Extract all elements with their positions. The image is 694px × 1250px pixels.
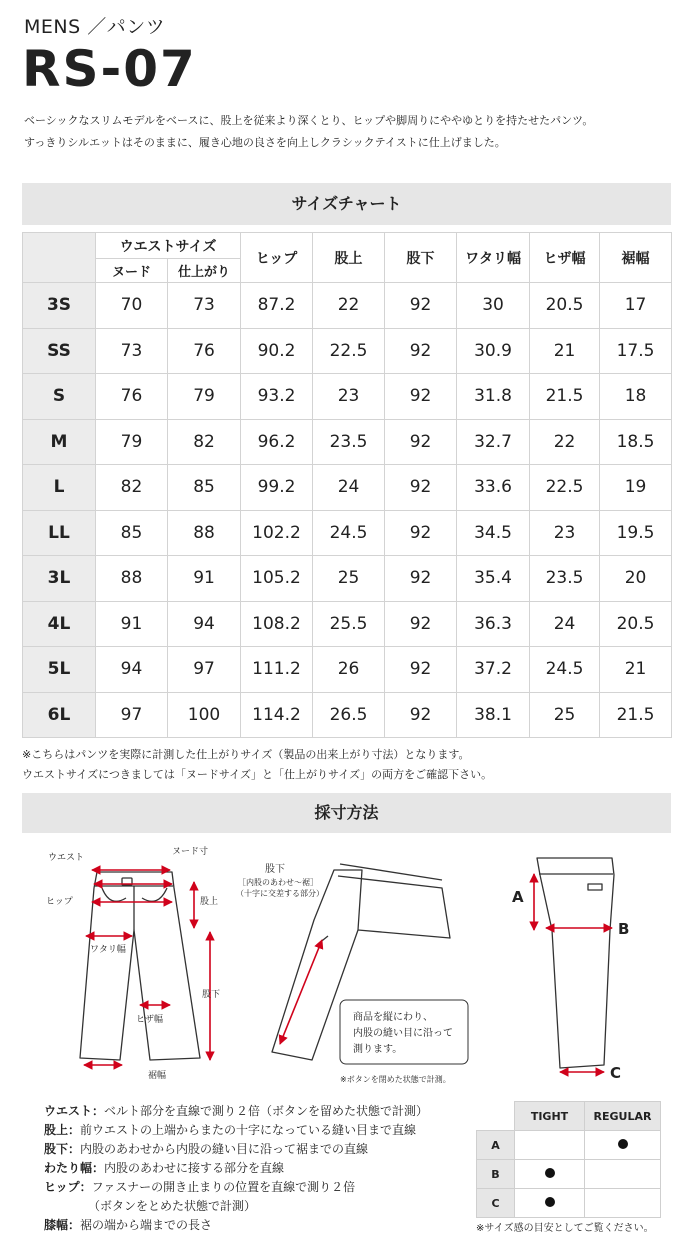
legend-text: 裾の端から端までの長さ	[80, 1218, 213, 1232]
label-waist: ウエスト	[48, 853, 85, 863]
fit-dot-icon	[545, 1197, 555, 1207]
col-header: 裾幅	[600, 233, 672, 283]
table-row	[23, 374, 672, 420]
table-cell: 92	[385, 465, 457, 511]
front-pants-drawing	[80, 872, 200, 1060]
legend-term: 股上：	[44, 1123, 81, 1137]
size-label: S	[23, 374, 96, 420]
table-cell: 88	[168, 510, 241, 556]
col-header: ヌード	[96, 259, 168, 283]
table-cell: 25	[313, 556, 385, 602]
table-row	[23, 510, 672, 556]
legend-text: ファスナーの開き止まりの位置を直線で測り２倍	[91, 1180, 356, 1194]
col-header: 仕上がり	[168, 259, 241, 283]
table-row	[23, 647, 672, 693]
table-cell: 91	[168, 556, 241, 602]
table-cell: 76	[168, 328, 241, 374]
legend-line	[44, 1197, 428, 1216]
table-cell: 33.6	[457, 465, 530, 511]
note-line: ウエストサイズにつきましては「ヌードサイズ」と「仕上がりサイズ」の両方をご確認下さい。	[22, 768, 493, 781]
measure-legend	[44, 1102, 428, 1235]
size-label: L	[23, 465, 96, 511]
fit-row-label: B	[477, 1160, 515, 1189]
label-B: B	[618, 920, 630, 938]
fit-header-tight: TIGHT	[515, 1102, 585, 1131]
table-row	[23, 556, 672, 602]
table-cell: 92	[385, 556, 457, 602]
size-label: 5L	[23, 647, 96, 693]
table-cell: 96.2	[241, 419, 313, 465]
size-label: LL	[23, 510, 96, 556]
table-cell: 73	[168, 283, 241, 329]
table-cell: 31.8	[457, 374, 530, 420]
legend-text: ベルト部分を直線で測り２倍（ボタンを留めた状態で計測）	[104, 1104, 429, 1118]
table-cell: 102.2	[241, 510, 313, 556]
table-cell: 18.5	[600, 419, 672, 465]
size-label: 4L	[23, 601, 96, 647]
table-cell: 24	[313, 465, 385, 511]
table-cell: 76	[96, 374, 168, 420]
table-cell: 17	[600, 283, 672, 329]
fit-dot-icon	[618, 1139, 628, 1149]
table-cell: 20.5	[600, 601, 672, 647]
table-cell: 36.3	[457, 601, 530, 647]
waist-group-header: ウエストサイズ	[96, 233, 241, 259]
table-cell: 20	[600, 556, 672, 602]
table-cell: 91	[96, 601, 168, 647]
table-cell: 85	[96, 510, 168, 556]
table-cell: 18	[600, 374, 672, 420]
fit-corner	[477, 1102, 515, 1131]
table-cell: 97	[96, 692, 168, 738]
table-cell: 26.5	[313, 692, 385, 738]
table-cell: 32.7	[457, 419, 530, 465]
table-cell: 19	[600, 465, 672, 511]
legend-line	[44, 1102, 428, 1121]
table-cell: 23.5	[530, 556, 600, 602]
table-cell: 94	[168, 601, 241, 647]
table-row	[23, 283, 672, 329]
size-label: 3S	[23, 283, 96, 329]
table-cell: 24.5	[313, 510, 385, 556]
table-cell: 26	[313, 647, 385, 693]
label-rise: 股上	[200, 897, 219, 907]
size-chart-table	[22, 232, 672, 738]
note-line: ※こちらはパンツを実際に計測した仕上がりサイズ（製品の出来上がり寸法）となります。	[22, 748, 470, 761]
table-cell: 90.2	[241, 328, 313, 374]
label-thigh: ワタリ幅	[90, 945, 126, 955]
table-cell: 21.5	[530, 374, 600, 420]
fit-note: ※サイズ感の目安としてご覧ください。	[476, 1223, 654, 1234]
fit-row-label: A	[477, 1131, 515, 1160]
table-row	[23, 465, 672, 511]
table-row	[23, 692, 672, 738]
table-cell: 19.5	[600, 510, 672, 556]
table-cell: 25	[530, 692, 600, 738]
table-cell: 92	[385, 647, 457, 693]
table-cell: 24	[530, 601, 600, 647]
measure-diagram	[22, 840, 672, 1090]
legend-term: ヒップ：	[44, 1180, 92, 1194]
table-cell: 21	[600, 647, 672, 693]
button-note: ※ボタンを閉めた状態で計測。	[340, 1075, 451, 1084]
model-name: RS-07	[22, 40, 197, 98]
size-label: 6L	[23, 692, 96, 738]
legend-text: （ボタンをとめた状態で計測）	[88, 1199, 257, 1213]
table-cell: 20.5	[530, 283, 600, 329]
table-cell: 114.2	[241, 692, 313, 738]
fit-row-label: C	[477, 1189, 515, 1218]
inseam-title: 股下	[265, 864, 285, 875]
table-cell: 21.5	[600, 692, 672, 738]
legend-term: ウエスト：	[44, 1104, 105, 1118]
fit-cell-tight	[515, 1131, 585, 1160]
table-row	[23, 601, 672, 647]
table-cell: 92	[385, 601, 457, 647]
table-cell: 22	[530, 419, 600, 465]
table-cell: 88	[96, 556, 168, 602]
size-label: SS	[23, 328, 96, 374]
table-cell: 23	[313, 374, 385, 420]
legend-term: わたり幅：	[44, 1161, 105, 1175]
legend-line	[44, 1216, 428, 1235]
fit-row	[477, 1131, 661, 1160]
callout-line: 商品を縦にわり、	[353, 1012, 433, 1023]
legend-term: 膝幅：	[44, 1218, 81, 1232]
size-notes	[22, 745, 492, 785]
fit-cell-regular	[585, 1131, 661, 1160]
category-label: MENS ／パンツ	[24, 16, 166, 38]
inseam-sub1: ［内股のあわせ〜裾］	[238, 878, 318, 887]
table-cell: 105.2	[241, 556, 313, 602]
table-cell: 34.5	[457, 510, 530, 556]
table-cell: 22	[313, 283, 385, 329]
table-cell: 85	[168, 465, 241, 511]
description-line: すっきりシルエットはそのままに、履き心地の良さを向上しクラシックテイストに仕上げました。	[24, 136, 506, 149]
label-hem: 裾幅	[148, 1071, 167, 1081]
fit-cell-regular	[585, 1189, 661, 1218]
table-cell: 92	[385, 328, 457, 374]
inseam-measure-line	[280, 940, 322, 1044]
fit-row	[477, 1160, 661, 1189]
col-header: ワタリ幅	[457, 233, 530, 283]
table-cell: 23	[530, 510, 600, 556]
table-cell: 82	[168, 419, 241, 465]
fit-row	[477, 1189, 661, 1218]
label-A: A	[512, 888, 524, 906]
table-cell: 93.2	[241, 374, 313, 420]
table-cell: 92	[385, 510, 457, 556]
callout-line: 内股の縫い目に沿って	[353, 1028, 453, 1039]
description-line: ベーシックなスリムモデルをベースに、股上を従来より深くとり、ヒップや脚周りにややゆとりを持たせたパンツ。	[24, 114, 594, 127]
table-cell: 70	[96, 283, 168, 329]
table-cell: 37.2	[457, 647, 530, 693]
table-cell: 79	[96, 419, 168, 465]
table-cell: 92	[385, 374, 457, 420]
description	[24, 110, 593, 154]
table-cell: 24.5	[530, 647, 600, 693]
size-chart-title: サイズチャート	[22, 183, 671, 225]
table-cell: 25.5	[313, 601, 385, 647]
size-label: 3L	[23, 556, 96, 602]
table-cell: 100	[168, 692, 241, 738]
fit-table	[476, 1101, 661, 1218]
table-cell: 22.5	[530, 465, 600, 511]
table-cell: 111.2	[241, 647, 313, 693]
table-cell: 92	[385, 283, 457, 329]
label-knee: ヒザ幅	[136, 1015, 164, 1025]
size-header-corner	[23, 233, 96, 283]
table-row	[23, 328, 672, 374]
table-cell: 92	[385, 419, 457, 465]
table-cell: 17.5	[600, 328, 672, 374]
legend-line	[44, 1178, 428, 1197]
table-cell: 35.4	[457, 556, 530, 602]
table-cell: 79	[168, 374, 241, 420]
fit-dot-icon	[545, 1168, 555, 1178]
table-cell: 23.5	[313, 419, 385, 465]
legend-text: 内股のあわせに接する部分を直線	[104, 1161, 285, 1175]
inseam-sub2: （十字に交差する部分）	[236, 889, 324, 898]
table-cell: 22.5	[313, 328, 385, 374]
table-cell: 92	[385, 692, 457, 738]
table-cell: 94	[96, 647, 168, 693]
legend-text: 内股のあわせから内股の縫い目に沿って裾までの直線	[80, 1142, 369, 1156]
table-cell: 97	[168, 647, 241, 693]
label-C: C	[610, 1064, 622, 1082]
legend-line	[44, 1140, 428, 1159]
table-cell: 38.1	[457, 692, 530, 738]
label-hip: ヒップ	[46, 897, 73, 907]
legend-text: 前ウエストの上端からまたの十字になっている縫い目まで直線	[80, 1123, 417, 1137]
measure-title: 採寸方法	[22, 793, 671, 833]
side-pants-drawing	[537, 858, 614, 1068]
table-cell: 30.9	[457, 328, 530, 374]
col-header: 股下	[385, 233, 457, 283]
legend-line	[44, 1121, 428, 1140]
table-cell: 99.2	[241, 465, 313, 511]
table-cell: 73	[96, 328, 168, 374]
col-header: ヒザ幅	[530, 233, 600, 283]
col-header: 股上	[313, 233, 385, 283]
label-nude: ヌード寸	[172, 847, 209, 857]
legend-term: 股下：	[44, 1142, 81, 1156]
table-cell: 30	[457, 283, 530, 329]
table-cell: 82	[96, 465, 168, 511]
fit-header-regular: REGULAR	[585, 1102, 661, 1131]
callout-line: 測ります。	[353, 1044, 403, 1055]
table-cell: 87.2	[241, 283, 313, 329]
fit-cell-tight	[515, 1189, 585, 1218]
table-row	[23, 419, 672, 465]
table-cell: 21	[530, 328, 600, 374]
size-label: M	[23, 419, 96, 465]
fit-cell-tight	[515, 1160, 585, 1189]
table-cell: 108.2	[241, 601, 313, 647]
label-inseam: 股下	[202, 990, 221, 1000]
col-header: ヒップ	[241, 233, 313, 283]
fit-cell-regular	[585, 1160, 661, 1189]
legend-line	[44, 1159, 428, 1178]
